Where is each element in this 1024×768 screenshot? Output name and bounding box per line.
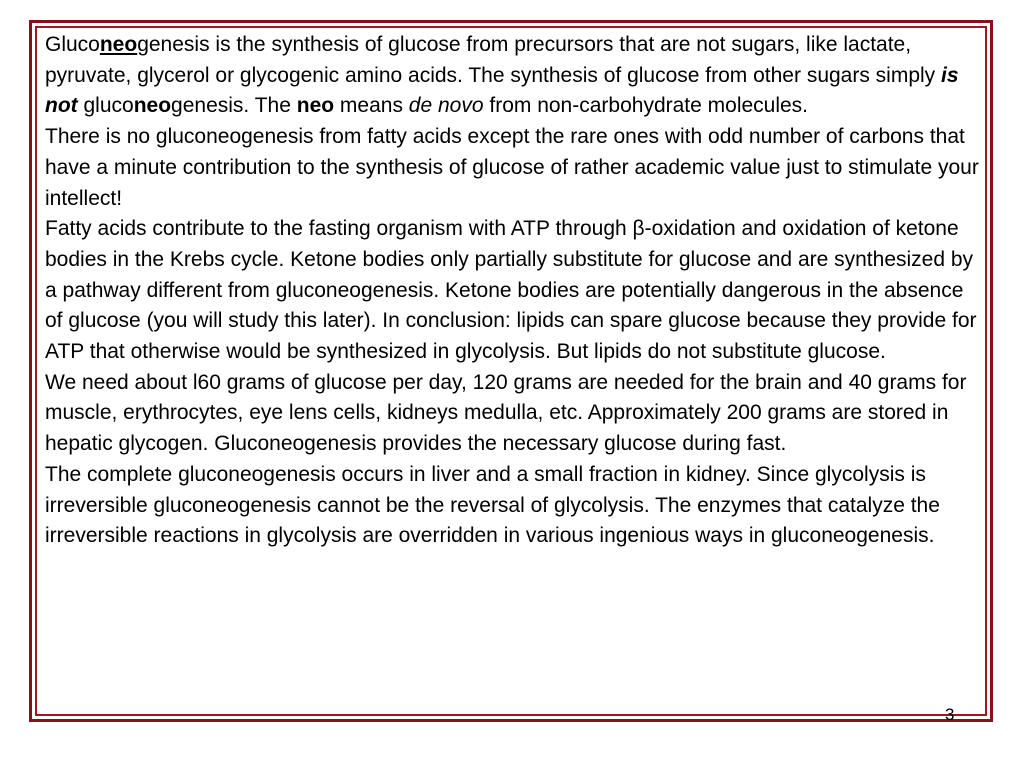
neo-emphasis: neo <box>296 94 335 118</box>
is-not-emphasis: is not <box>45 63 959 118</box>
paragraph-fatty-acids-atp: Fatty acids contribute to the fasting organism with ATP through β-oxidation and oxidation of ketone bodies in the Krebs cycle. Ketone bodies only partially substitute for glucose and are synthesized by a pathway different from gluconeogenesis. Ketone bodies are potentially dangerous in the absence of glucose (you will study this later). In conclusion: lipids can spare glucose because they provide for ATP that otherwise would be synthesized in glycolysis. But lipids do not substitute glucose. <box>45 217 977 364</box>
text-run: from non-carbohydrate molecules. <box>483 94 809 118</box>
slide-text-body <box>45 30 985 552</box>
paragraph-fatty-acids-no-gluconeogenesis: There is no gluconeogenesis from fatty acids except the rare ones with odd number of carbons that have a minute contribution to the synthesis of glucose of rather academic value just to stimulate your intellect! <box>45 125 979 210</box>
paragraph-gluconeogenesis-location: The complete gluconeogenesis occurs in liver and a small fraction in kidney. Since glycolysis is irreversible gluconeogenesis cannot be the reversal of glycolysis. The enzymes that catalyze the irreversible reactions in glycolysis are overridden in various ingenious ways in gluconeogenesis. <box>45 462 940 548</box>
text-run: Gluco <box>45 33 100 56</box>
neo-emphasis: neo <box>99 33 138 56</box>
text-run: genesis. The <box>171 94 297 118</box>
paragraph-gluconeogenesis-definition <box>45 30 985 122</box>
page-number: 3 <box>945 705 955 724</box>
text-run: genesis is the synthesis of glucose from precursors that are not sugars, like lactate, pyruvate, glycerol or glycogenic amino acids. The synthesis of glucose from other sugars simply <box>45 33 942 87</box>
text-run: means <box>334 94 409 118</box>
de-novo-emphasis: de novo <box>408 94 484 118</box>
paragraph-glucose-requirement: We need about l60 grams of glucose per day, 120 grams are needed for the brain and 40 grams for muscle, erythrocytes, eye lens cells, kidneys medulla, etc. Approximately 200 grams are stored in hepatic glycogen. Gluconeogenesis provides the necessary glucose during fast. <box>45 370 967 456</box>
text-run: gluco <box>77 94 134 118</box>
neo-emphasis: neo <box>133 94 172 118</box>
